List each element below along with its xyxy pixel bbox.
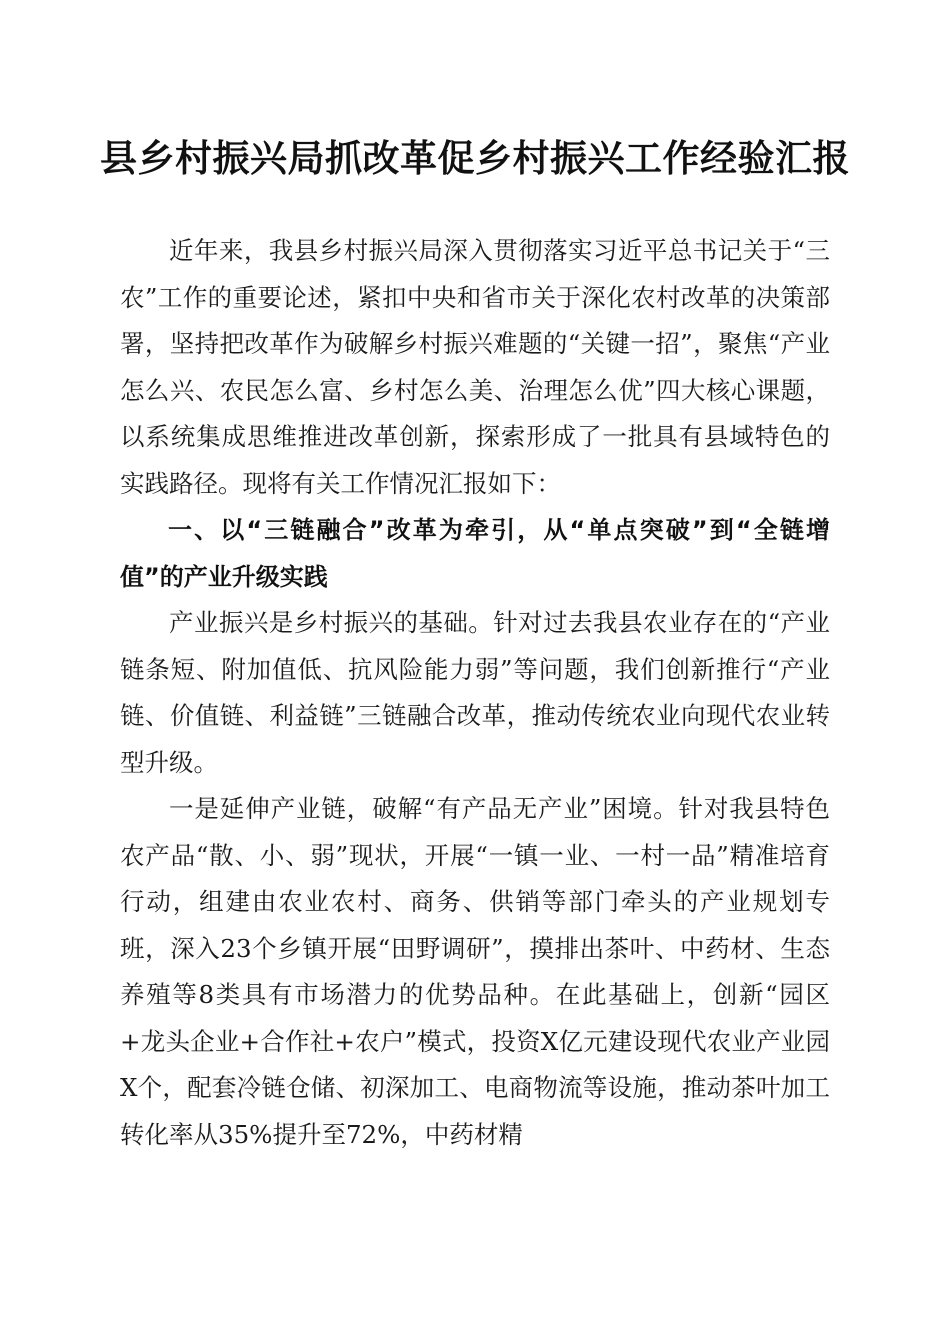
section-1-intro-paragraph: 产业振兴是乡村振兴的基础。针对过去我县农业存在的“产业链条短、附加值低、抗风险能力弱”等问题，我们创新推行“产业链、价值链、利益链”三链融合改革，推动传统农业向现代农业转型升级。: [120, 608, 830, 777]
intro-paragraph: 近年来，我县乡村振兴局深入贯彻落实习近平总书记关于“三农”工作的重要论述，紧扣中央和省市关于深化农村改革的决策部署，坚持把改革作为破解乡村振兴难题的“关键一招”，聚焦“产业怎么兴、农民怎么富、乡村怎么美、治理怎么优”四大核心课题，以系统集成思维推进改革创新，探索形成了一批具有县域特色的实践路径。现将有关工作情况汇报如下：: [120, 236, 830, 498]
document-body: [120, 228, 830, 1158]
document-title: 县乡村振兴局抓改革促乡村振兴工作经验汇报: [100, 136, 850, 180]
section-1-point-1-paragraph: 一是延伸产业链，破解“有产品无产业”困境。针对我县特色农产品“散、小、弱”现状，开展“一镇一业、一村一品”精准培育行动，组建由农业农村、商务、供销等部门牵头的产业规划专班，深入23个乡镇开展“田野调研”，摸排出茶叶、中药材、生态养殖等8类具有市场潜力的优势品种。在此基础上，创新“园区+龙头企业+合作社+农户”模式，投资X亿元建设现代农业产业园X个，配套冷链仓储、初深加工、电商物流等设施，推动茶叶加工转化率从35%提升至72%，中药材精: [120, 794, 830, 1149]
section-heading-1: 一、以“三链融合”改革为牵引，从“单点突破”到“全链增值”的产业升级实践: [120, 516, 830, 591]
